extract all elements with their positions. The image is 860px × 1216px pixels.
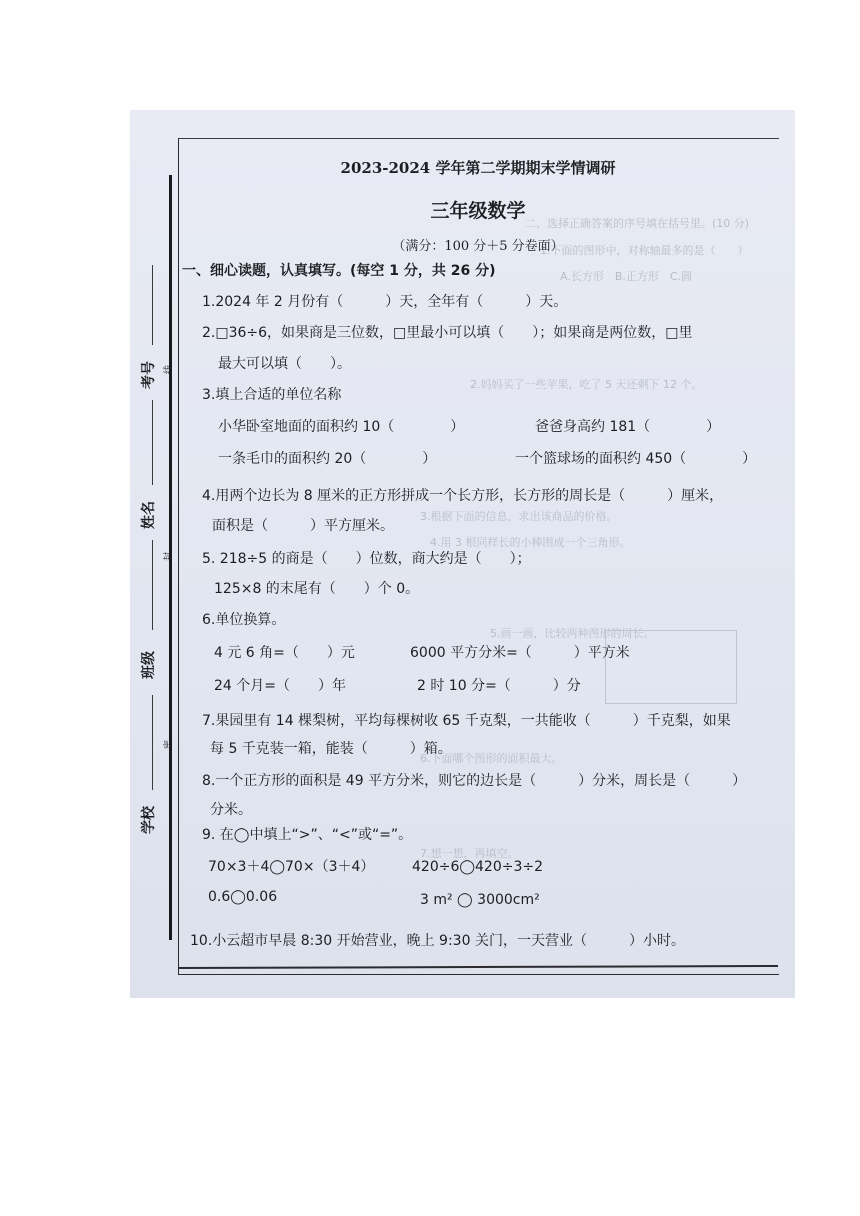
question-6-item: 2 时 10 分=（ ）分	[417, 678, 581, 694]
side-label-exam-no: 考号	[141, 361, 157, 389]
exam-title: 2023-2024 学年第二学期期末学情调研	[340, 159, 616, 177]
bleed-text: 5.画一画，比较两种图形的周长。	[490, 627, 655, 640]
question-8-line1: 8.一个正方形的面积是 49 平方分米，则它的边长是（ ）分米，周长是（ ）	[202, 773, 747, 789]
question-7-line1: 7.果园里有 14 棵梨树，平均每棵树收 65 千克梨，一共能收（ ）千克梨，如果	[202, 713, 731, 729]
question-3-item: 爸爸身高约 181（ ）	[535, 419, 721, 435]
question-2-line1: 2.□36÷6，如果商是三位数，□里最小可以填（ ）；如果商是两位数，□里	[202, 325, 693, 341]
question-10: 10.小云超市早晨 8:30 开始营业，晚上 9:30 关门，一天营业（ ）小时。	[190, 933, 685, 949]
question-4-line1: 4.用两个边长为 8 厘米的正方形拼成一个长方形，长方形的周长是（ ）厘米，	[202, 488, 724, 504]
bleed-text: 6.下面哪个图形的面积最大。	[420, 752, 563, 765]
question-9: 9. 在◯中填上“>”、“<”或“=”。	[202, 827, 413, 843]
seal-mark-xian: 线	[164, 364, 175, 375]
seal-mark-feng: 封	[164, 551, 175, 562]
question-8-line2: 分米。	[210, 802, 252, 818]
bleed-text: 3.根据下面的信息，求出该商品的价格。	[420, 510, 618, 523]
question-6-item: 24 个月=（ ）年	[214, 678, 346, 694]
side-label-school: 学校	[141, 806, 157, 834]
bleed-text: 4.用 3 根同样长的小棒围成一个三角形。	[430, 536, 631, 549]
question-9-item: 420÷6◯420÷3÷2	[412, 859, 544, 875]
section-heading: 一、细心读题，认真填写。(每空 1 分，共 26 分)	[182, 263, 496, 279]
side-underline	[152, 695, 153, 790]
bleed-text: 2.妈妈买了一些苹果，吃了 5 天还剩下 12 个。	[470, 378, 703, 391]
question-6-item: 6000 平方分米=（ ）平方米	[410, 645, 630, 661]
bleed-text: A.长方形 B.正方形 C.圆	[560, 270, 693, 283]
question-3-item: 小华卧室地面的面积约 10（ ）	[218, 419, 465, 435]
question-6: 6.单位换算。	[202, 612, 286, 628]
side-underline	[152, 400, 153, 485]
question-9-item: 3 m² ◯ 3000cm²	[420, 892, 540, 908]
question-3-item: 一个篮球场的面积约 450（ ）	[515, 451, 757, 467]
bleed-text: 7.想一想，再填空。	[420, 847, 519, 860]
question-9-item: 70×3＋4◯70×（3＋4）	[208, 859, 375, 875]
exam-subject: 三年级数学	[430, 200, 526, 222]
bleed-text: 二、选择正确答案的序号填在括号里。(10 分)	[525, 217, 750, 230]
side-underline	[152, 265, 153, 345]
question-2-line2: 最大可以填（ ）。	[218, 356, 351, 372]
question-3: 3.填上合适的单位名称	[202, 387, 342, 403]
side-underline	[152, 540, 153, 630]
question-3-item: 一条毛巾的面积约 20（ ）	[218, 451, 437, 467]
side-label-name: 姓名	[141, 501, 157, 529]
question-5-line1: 5. 218÷5 的商是（ ）位数，商大约是（ ）；	[202, 551, 531, 567]
question-5-line2: 125×8 的末尾有（ ）个 0。	[214, 581, 420, 597]
question-7-line2: 每 5 千克装一箱，能装（ ）箱。	[210, 741, 452, 757]
question-6-item: 4 元 6 角=（ ）元	[214, 645, 355, 661]
exam-photo	[130, 110, 795, 998]
exam-score-note: （满分：100 分＋5 分卷面）	[392, 239, 564, 254]
question-1: 1.2024 年 2 月份有（ ）天，全年有（ ）天。	[202, 294, 568, 310]
side-label-class: 班级	[141, 651, 157, 679]
question-9-item: 0.6◯0.06	[208, 889, 278, 905]
seal-mark-mi: 密	[164, 739, 175, 750]
question-4-line2: 面积是（ ）平方厘米。	[212, 518, 394, 534]
bleed-text: 1.下面的图形中，对称轴最多的是（ ）	[540, 244, 749, 257]
